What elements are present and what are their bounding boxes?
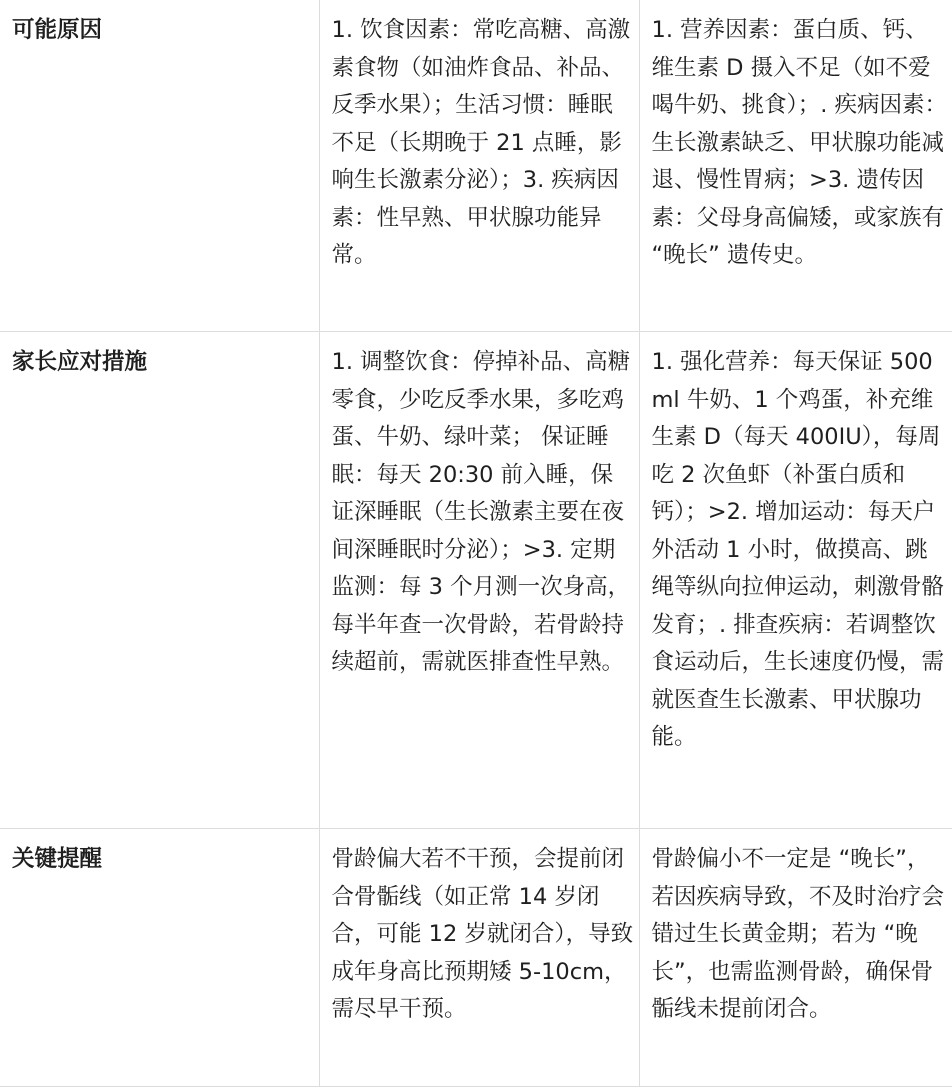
- row-label-possible-causes: 可能原因: [0, 0, 319, 332]
- row-label-parent-measures: 家长应对措施: [0, 332, 319, 829]
- measures-bone-age-advanced-cell: 1. 调整饮食：停掉补品、高糖零食，少吃反季水果，多吃鸡蛋、牛奶、绿叶菜； 保证睡眠：每天 20:30 前入睡，保证深睡眠（生长激素主要在夜间深睡眠时分泌）；>3. 定期监测：每 3 个月测一次身高，每半年查一次骨龄，若骨龄持续超前，需就医排查性早熟。: [319, 332, 639, 829]
- reminder-bone-age-delayed-cell: 骨龄偏小不一定是 “晚长”，若因疾病导致，不及时治疗会错过生长黄金期；若为 “晚长”，也需监测骨龄，确保骨骺线未提前闭合。: [639, 829, 952, 1087]
- measures-bone-age-delayed-cell: 1. 强化营养：每天保证 500ml 牛奶、1 个鸡蛋，补充维生素 D（每天 400IU），每周吃 2 次鱼虾（补蛋白质和钙）；>2. 增加运动：每天户外活动 1 小时，做摸高、跳绳等纵向拉伸运动，刺激骨骼发育；. 排查疾病：若调整饮食运动后，生长速度仍慢，需就医查生长激素、甲状腺功能。: [639, 332, 952, 829]
- table-row-possible-causes: [0, 0, 952, 332]
- causes-bone-age-delayed-cell: 1. 营养因素：蛋白质、钙、维生素 D 摄入不足（如不爱喝牛奶、挑食）；. 疾病因素：生长激素缺乏、甲状腺功能减退、慢性胃病；>3. 遗传因素：父母身高偏矮，或家族有 “晚长” 遗传史。: [639, 0, 952, 332]
- table-row-key-reminder: [0, 829, 952, 1087]
- table-row-parent-measures: [0, 332, 952, 829]
- reminder-bone-age-advanced-cell: 骨龄偏大若不干预，会提前闭合骨骺线（如正常 14 岁闭合，可能 12 岁就闭合），导致成年身高比预期矮 5-10cm，需尽早干预。: [319, 829, 639, 1087]
- row-label-key-reminder: 关键提醒: [0, 829, 319, 1087]
- causes-bone-age-advanced-cell: 1. 饮食因素：常吃高糖、高激素食物（如油炸食品、补品、反季水果）；生活习惯：睡眠不足（长期晚于 21 点睡，影响生长激素分泌）；3. 疾病因素：性早熟、甲状腺功能异常。: [319, 0, 639, 332]
